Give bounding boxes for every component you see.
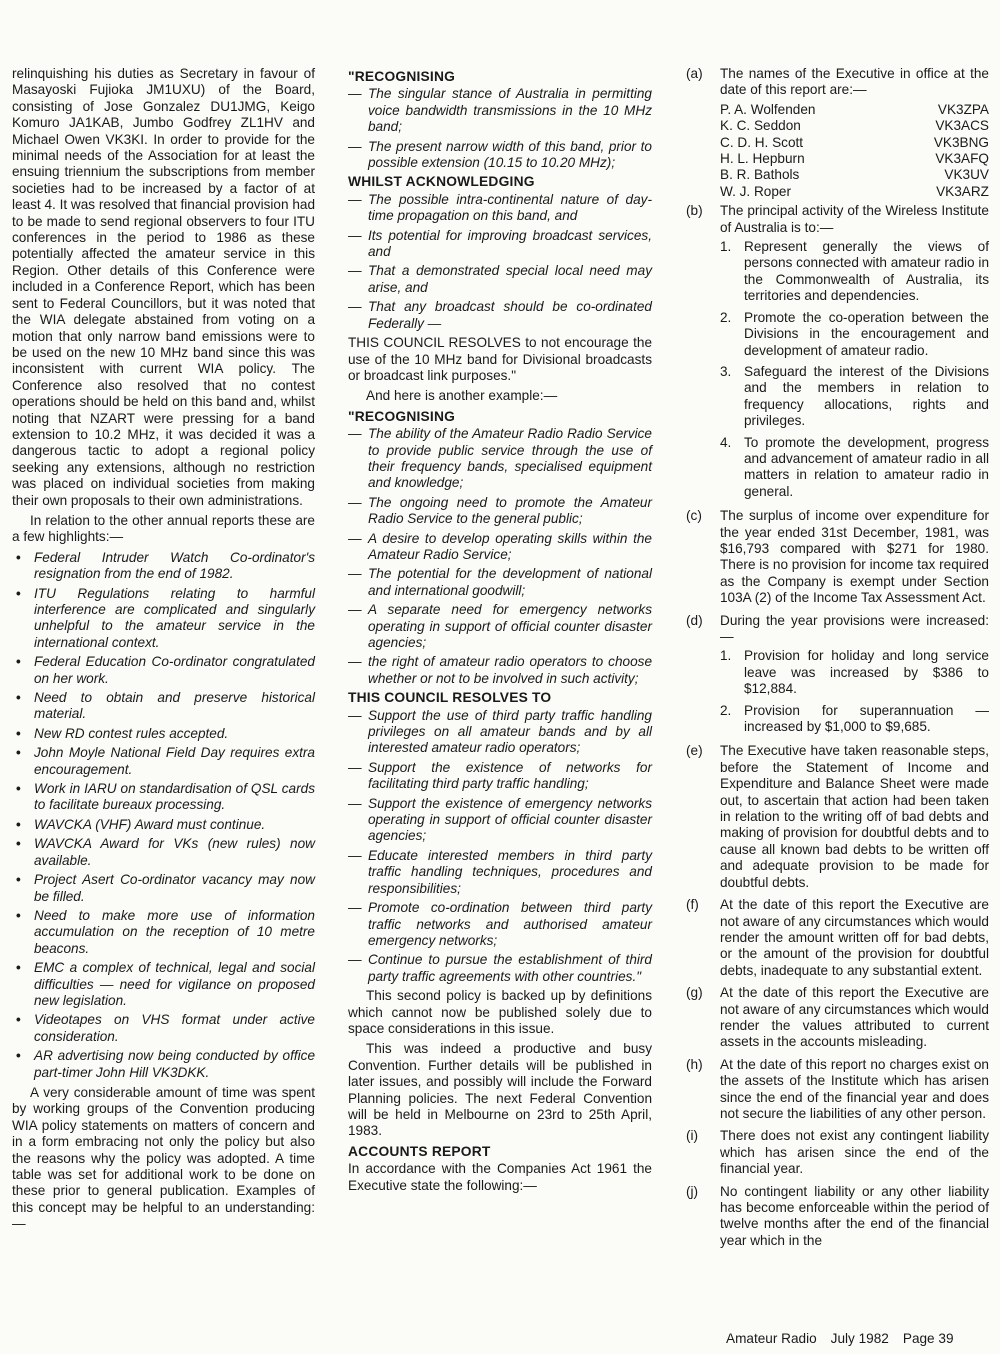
- page-footer: [726, 1331, 968, 1347]
- section-heading: THIS COUNCIL RESOLVES TO: [348, 690, 552, 706]
- item-label: (i): [686, 1128, 699, 1144]
- list-item: 1. Represent generally the views of persons connected with amateur radio in the Commonwealth of Australia, its territories and dependencies.: [720, 239, 989, 304]
- item-label: (g): [686, 985, 703, 1001]
- column-middle: [348, 66, 652, 1198]
- body-paragraph: This was indeed a productive and busy Convention. Further details will be published in later issues, and possibly will include the Forward Planning policies. The next Federal Convention will be held in Melbourne on 23rd to 25th April, 1983.: [348, 1041, 652, 1139]
- report-item-g: [684, 985, 989, 1054]
- item-label: (b): [686, 203, 703, 219]
- list-item: • Need to make more use of information accumulation on the reception of 10 metre beacons.: [12, 908, 315, 957]
- list-item: • Videotapes on VHS format under active consideration.: [12, 1012, 315, 1045]
- list-item: — The ability of the Amateur Radio Radio Service to provide public service through the use of their frequency bands, specialised equipment and knowledge;: [348, 426, 652, 492]
- list-item: 3. Safeguard the interest of the Divisions and the members in relation to frequency allocations, rights and privileges.: [720, 363, 989, 429]
- member-callsign: VK3UV: [944, 167, 989, 183]
- provision-list: [720, 648, 989, 735]
- item-text: The names of the Executive in office at the date of this report are:—: [720, 66, 989, 98]
- table-row: [720, 151, 989, 167]
- list-item: • Federal Intruder Watch Co-ordinator's resignation from the end of 1982.: [12, 550, 315, 583]
- body-paragraph: And here is another example:—: [366, 388, 558, 404]
- recital-list: [348, 86, 652, 171]
- table-row: [720, 167, 989, 183]
- report-item-a: [684, 66, 989, 200]
- item-text: At the date of this report the Executive are not aware of any circumstances which would render the values attributed to current assets in the accounts misleading.: [720, 985, 989, 1050]
- publication-name: Amateur Radio: [726, 1331, 817, 1346]
- list-item: — A desire to develop operating skills within the Amateur Radio Service;: [348, 531, 652, 564]
- column-left: [12, 66, 315, 1237]
- member-name: H. L. Hepburn: [720, 151, 805, 167]
- member-name: W. J. Roper: [720, 183, 792, 199]
- member-name: P. A. Wolfenden: [720, 101, 816, 117]
- list-item: • Project Asert Co-ordinator vacancy may now be filled.: [12, 872, 315, 905]
- item-label: (c): [686, 508, 702, 524]
- report-item-i: [684, 1128, 989, 1180]
- member-callsign: VK3ZPA: [937, 101, 989, 117]
- report-item-j: [684, 1184, 989, 1253]
- issue-date: July 1982: [830, 1331, 889, 1346]
- item-label: (d): [686, 612, 703, 628]
- section-heading: WHILST ACKNOWLEDGING: [348, 174, 535, 190]
- list-item: 4. To promote the development, progress and advancement of amateur radio in all matters in relation to amateur radio in general.: [720, 434, 989, 499]
- member-name: B. R. Bathols: [720, 167, 800, 183]
- item-text: The Executive have taken reasonable steps, before the Statement of Income and Expenditure and Balance Sheet were made out, to ascertain that action had been taken in relation to the writing off of bad debts and making of provision for doubtful debts and to cause all known bad debts to be written off and adequate provision to be made for doubtful debts.: [720, 743, 989, 890]
- table-row: [720, 184, 989, 200]
- list-item: — A separate need for emergency networks operating in support of official counter disaster agencies;: [348, 602, 652, 651]
- list-item: — Support the existence of emergency networks operating in support of official counter disaster agencies;: [348, 796, 652, 845]
- report-item-b: [684, 203, 989, 505]
- recital-list: [348, 426, 652, 687]
- item-text: The surplus of income over expenditure for the year ended 31st December, 1981, was $16,793 compared with $271 for 1980. There is no provision for income tax required as the Company is exempt under Section 103A (2) of the Income Tax Assessment Act.: [720, 508, 989, 606]
- table-row: [720, 102, 989, 118]
- list-item: — Support the existence of networks for facilitating third party traffic handling;: [348, 760, 652, 793]
- list-item: • EMC a complex of technical, legal and social difficulties — need for vigilance on proposed new legislation.: [12, 960, 315, 1009]
- list-item: — The possible intra-continental nature of day-time propagation on this band, and: [348, 192, 652, 225]
- list-item: • WAVCKA Award for VKs (new rules) now available.: [12, 836, 315, 869]
- list-item: — That any broadcast should be co-ordinated Federally —: [348, 299, 652, 332]
- list-item: • WAVCKA (VHF) Award must continue.: [12, 817, 315, 833]
- item-label: (h): [686, 1056, 703, 1072]
- list-item: • ITU Regulations relating to harmful interference are complicated and singularly unhelpful to the amateur service in the international context.: [12, 586, 315, 652]
- list-item: — Educate interested members in third party traffic handling techniques, procedures and responsibilities;: [348, 848, 652, 897]
- report-item-f: [684, 897, 989, 982]
- report-item-c: [684, 508, 989, 609]
- item-text: At the date of this report the Executive are not aware of any circumstances which would render the amount written off for bad debts, or the amount of the provision for doubtful debts, inadequate to any substantial extent.: [720, 897, 989, 978]
- body-paragraph: In accordance with the Companies Act 1961 the Executive state the following:—: [348, 1161, 652, 1193]
- executive-table: [720, 102, 989, 200]
- list-item: — Support the use of third party traffic handling privileges on all amateur bands and by all interested amateur radio operators;: [348, 708, 652, 757]
- table-row: [720, 135, 989, 151]
- item-label: (a): [686, 66, 703, 81]
- highlights-list: [12, 550, 315, 1081]
- body-paragraph: In relation to the other annual reports these are a few highlights:—: [12, 512, 315, 545]
- list-item: • Need to obtain and preserve historical material.: [12, 690, 315, 723]
- member-callsign: VK3AFQ: [935, 151, 989, 167]
- section-heading: "RECOGNISING: [348, 408, 456, 424]
- list-item: — The ongoing need to promote the Amateur Radio Service to the general public;: [348, 495, 652, 528]
- item-text: At the date of this report no charges exist on the assets of the Institute which has arisen since the end of the financial year and does not secure the liabilities of any other person.: [720, 1056, 989, 1121]
- section-heading: ACCOUNTS REPORT: [348, 1143, 491, 1159]
- resolution-list: [348, 708, 652, 986]
- item-text: There does not exist any contingent liability which has arisen since the end of the financial year.: [720, 1128, 989, 1177]
- item-label: (j): [686, 1183, 699, 1199]
- report-item-h: [684, 1057, 989, 1126]
- list-item: — Continue to pursue the establishment of third party traffic agreements with other countries.": [348, 952, 652, 985]
- list-item: • John Moyle National Field Day requires extra encouragement.: [12, 745, 315, 778]
- report-item-d: [684, 613, 989, 741]
- column-right: [684, 66, 989, 1255]
- member-name: C. D. H. Scott: [720, 134, 804, 150]
- list-item: — That a demonstrated special local need may arise, and: [348, 263, 652, 296]
- recital-list: [348, 192, 652, 332]
- item-label: (e): [686, 743, 703, 759]
- list-item: — The present narrow width of this band, prior to possible extension (10.15 to 10.20 MHz);: [348, 139, 652, 172]
- list-item: • AR advertising now being conducted by office part-timer John Hill VK3DKK.: [12, 1048, 315, 1081]
- list-item: • Federal Education Co-ordinator congratulated on her work.: [12, 654, 315, 687]
- list-item: 2. Promote the co-operation between the Divisions in the encouragement and development of amateur radio.: [720, 309, 989, 358]
- page-number: Page 39: [902, 1331, 954, 1346]
- body-paragraph: relinquishing his duties as Secretary in favour of Masayoski Fujioka JM1UXU) of the Board, consisting of Jose Gonzalez DU1JMG, Keigo Komuro JA1KAB, Jumbo Godfrey ZL1HV and Michael Owen VK3KI. In order to provide for the minimal needs of the Association for at least the ensuing triennium the subscriptions from member societies had to be increased by a factor of at least 4. It was resolved that financial provision had to be made to send regional observers to four ITU conferences in the period to 1986 as these potentially affected the amateur service in this Region. Other details of this Conference were included in a Conference Report, which has been sent to Federal Councillors, but it was noted that the WIA delegate abstained from voting on a motion that only narrow band emissions were to be used on the new 10 MHz band since this was inconsistent with current WIA policy. The Conference also resolved that no contest operations should be held on this band and, whilst noting that NZART were pressing for a band extension to 10.2 MHz, it was decided it was a dangerous tactic to adopt a regional policy seeking any extensions, although no restriction was placed on individual societies from making their own proposals to their own administrations.: [12, 66, 316, 508]
- list-item: — The potential for the development of national and international goodwill;: [348, 566, 652, 599]
- item-text: The principal activity of the Wireless Institute of Australia is to:—: [720, 203, 989, 235]
- member-callsign: VK3ACS: [935, 118, 989, 134]
- body-paragraph: THIS COUNCIL RESOLVES to not encourage the use of the 10 MHz band for Divisional broadcasts or broadcast link purposes.": [348, 335, 652, 383]
- activity-list: [720, 239, 989, 500]
- table-row: [720, 118, 989, 134]
- member-name: K. C. Seddon: [720, 118, 801, 134]
- list-item: — The singular stance of Australia in permitting voice bandwidth transmissions in the 10 MHz band;: [348, 86, 652, 135]
- item-text: During the year provisions were increased:—: [720, 612, 989, 644]
- member-callsign: VK3BNG: [933, 134, 989, 150]
- item-label: (f): [686, 897, 699, 913]
- list-item: • New RD contest rules accepted.: [12, 726, 315, 742]
- list-item: — Its potential for improving broadcast services, and: [348, 228, 652, 261]
- report-item-e: [684, 743, 989, 894]
- section-heading: "RECOGNISING: [348, 69, 456, 84]
- list-item: 2. Provision for superannuation — increased by $1,000 to $9,685.: [720, 702, 989, 735]
- member-callsign: VK3ARZ: [936, 183, 989, 199]
- list-item: — the right of amateur radio operators to choose whether or not to be involved in such activity;: [348, 654, 652, 687]
- list-item: • Work in IARU on standardisation of QSL cards to facilitate bureaux processing.: [12, 781, 315, 814]
- list-item: — Promote co-ordination between third party traffic networks and authorised amateur emergency networks;: [348, 900, 652, 949]
- body-paragraph: A very considerable amount of time was spent by working groups of the Convention producing WIA policy statements on matters of concern and in a form embracing not only the policy but also the reasons why the policy was adopted. A time table was set for additional work to be done on these prior to general publication. Examples of this concept may be helpful to an understanding:—: [12, 1084, 315, 1232]
- list-item: 1. Provision for holiday and long service leave was increased by $386 to $12,884.: [720, 648, 989, 697]
- body-paragraph: This second policy is backed up by definitions which cannot now be published solely due to space considerations in this issue.: [348, 988, 652, 1036]
- item-text: No contingent liability or any other liability has become enforceable within the period of twelve months after the end of the financial year which in the: [720, 1183, 989, 1248]
